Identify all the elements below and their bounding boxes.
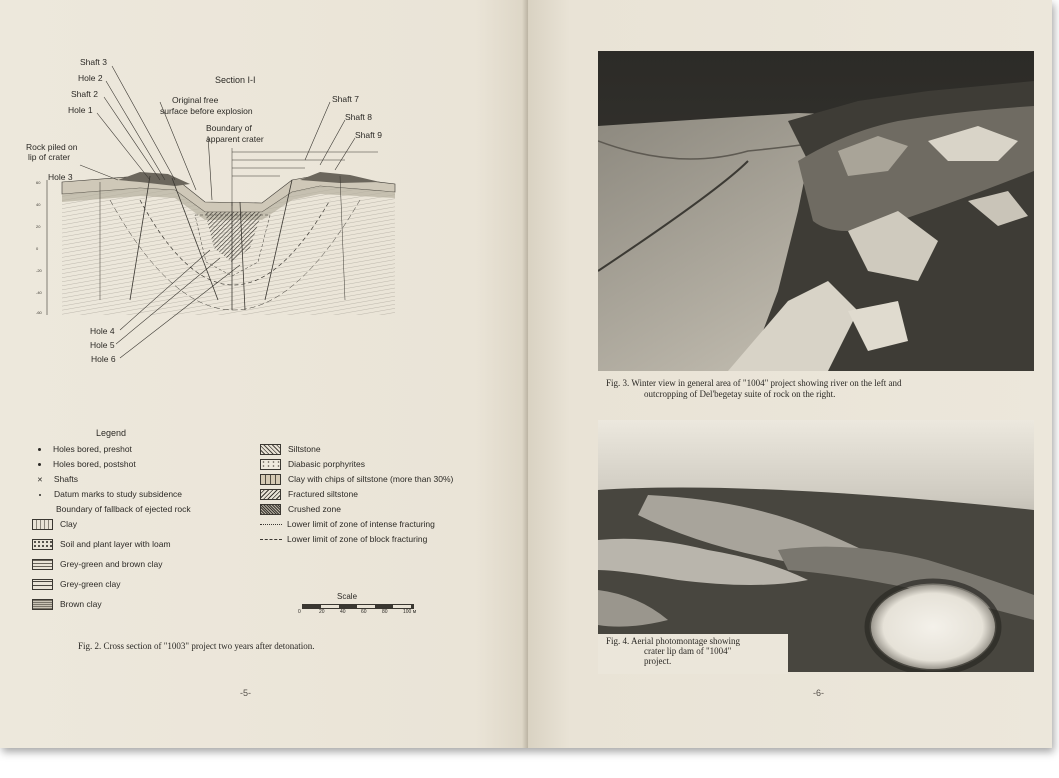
legend-item [260,534,453,549]
svg-text:0: 0 [36,246,39,251]
shaft-x-icon: ✕ [37,476,43,484]
label-shaft-9: Shaft 9 [355,130,382,140]
label-hole-2: Hole 2 [78,73,103,83]
soil-pattern-icon [32,539,53,550]
legend-item [32,444,191,459]
label-shaft-2: Shaft 2 [71,89,98,99]
legend-item-label: Clay with chips of siltstone (more than 30%) [288,474,454,484]
legend-item-label: Soil and plant layer with loam [60,539,171,549]
scale-tick-label: 20 [319,609,325,615]
scale-title: Scale [337,592,358,601]
label-shaft-3: Shaft 3 [80,57,107,67]
label-shaft-8: Shaft 8 [345,112,372,122]
legend-right-column [260,444,453,549]
datum-dot-icon [39,494,41,496]
legend-item [32,539,191,559]
dash-dot-line-icon [260,524,282,525]
legend-item [32,599,191,619]
fig3-winter-photo [598,51,1034,371]
crush-pattern-icon [260,504,281,515]
label-boundary-2: apparent crater [206,134,264,144]
legend-item-label: Lower limit of zone of intense fracturing [287,519,435,529]
svg-text:20: 20 [36,224,41,229]
legend-item [32,519,191,539]
legend-item [260,444,453,459]
legend-item-label: Holes bored, postshot [53,459,136,469]
label-hole-4: Hole 4 [90,326,115,336]
dashed-line-icon [260,539,282,540]
legend-item-label: Diabasic porphyrites [288,459,366,469]
silt-pattern-icon [260,444,281,455]
legend-item [260,519,453,534]
clay-pattern-icon [32,519,53,530]
label-hole-6: Hole 6 [91,354,116,364]
label-hole-1: Hole 1 [68,105,93,115]
svg-text:-40: -40 [36,290,42,295]
legend-item-label: Grey-green clay [60,579,121,589]
fig4-caption-line2: crater lip dam of "1004" [644,646,732,656]
scale-tick-label: 80 [382,609,388,615]
scale-tick-label: 100 м [403,609,417,615]
legend-item-label: Brown clay [60,599,102,609]
fig3-caption-line2: outcropping of Del'begetay suite of rock on the right. [644,389,836,399]
scale-tick-label: 40 [340,609,346,615]
legend-item [32,559,191,579]
fig4-caption-line1: Fig. 4. Aerial photomontage showing [606,636,740,646]
legend-item-label: Lower limit of zone of block fracturing [287,534,428,544]
legend-item-label: Crushed zone [288,504,341,514]
chips-pattern-icon [260,474,281,485]
legend-left-column [32,444,191,619]
legend-item [260,474,453,489]
diab-pattern-icon [260,459,281,470]
frac-pattern-icon [260,489,281,500]
legend-item [260,489,453,504]
legend-item [32,459,191,474]
left-page [0,0,528,748]
fig4-caption-line3: project. [644,656,672,666]
label-original-surface-2: surface before explosion [160,106,253,116]
legend-title: Legend [96,428,127,438]
legend-item [32,474,191,489]
legend-item-label: Datum marks to study subsidence [54,489,183,499]
legend-item-label: Grey-green and brown clay [60,559,163,569]
legend-item-label: Fractured siltstone [288,489,358,499]
legend-item-label: Holes bored, preshot [53,444,132,454]
bullet-icon [38,448,41,451]
right-page-number: -6- [813,688,824,698]
gbc-pattern-icon [32,559,53,570]
label-boundary: Boundary of [206,123,252,133]
label-shaft-7: Shaft 7 [332,94,359,104]
fig2-caption: Fig. 2. Cross section of "1003" project two years after detonation. [78,641,315,651]
scale-tick-label: 60 [361,609,367,615]
fig3-caption-line1: Fig. 3. Winter view in general area of "1004" project showing river on the left and [606,378,902,388]
label-rock-piled: Rock piled on [26,142,78,152]
gg-pattern-icon [32,579,53,590]
label-original-surface: Original free [172,95,219,105]
section-title: Section I-I [215,75,256,85]
legend-item-label: Shafts [53,474,78,484]
legend-item-label: Clay [60,519,78,529]
svg-text:60: 60 [36,180,41,185]
svg-text:40: 40 [36,202,41,207]
left-page-number: -5- [240,688,251,698]
scale-tick-label: 0 [298,609,301,615]
legend-item [260,459,453,474]
legend-item [32,504,191,519]
legend-item [260,504,453,519]
right-page [528,0,1052,748]
svg-text:-60: -60 [36,310,42,315]
bc-pattern-icon [32,599,53,610]
label-rock-piled-2: lip of crater [28,152,71,162]
legend-item-label: Boundary of fallback of ejected rock [56,504,191,514]
label-hole-5: Hole 5 [90,340,115,350]
bullet-icon [38,463,41,466]
legend-item [32,579,191,599]
legend-item [32,489,191,504]
label-hole-3: Hole 3 [48,172,73,182]
svg-text:-20: -20 [36,268,42,273]
legend-item-label: Siltstone [288,444,321,454]
